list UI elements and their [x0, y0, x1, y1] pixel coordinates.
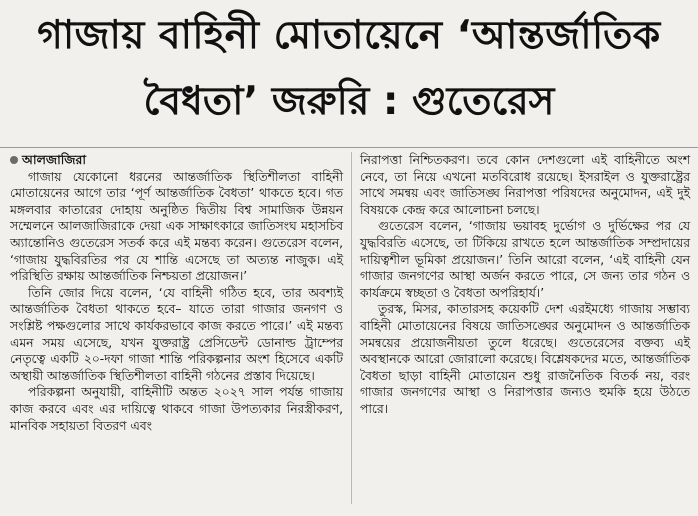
paragraph: পরিকল্পনা অনুযায়ী, বাহিনীটি অন্তত ২০২৭ সাল পর্যন্ত গাজায় কাজ করবে এবং এর দায়িত্বে থাকবে গাজা উপত্যকার নিরস্ত্রীকরণ, মানবিক সহায়তা বিতরণ এবং	[10, 385, 343, 433]
article-column-left	[10, 152, 343, 434]
paragraph: তিনি জোর দিয়ে বলেন, ‘যে বাহিনী গঠিত হবে, তার অবশ্যই আন্তর্জাতিক বৈধতা থাকতে হবে– যাতে তারা গাজার জনগণ ও সংশ্লিষ্ট পক্ষগুলোর সাথে কার্যকরভাবে কাজ করতে পারে।’ এই মন্তব্য এমন সময় এসেছে, যখন যুক্তরাষ্ট্র প্রেসিডেন্ট ডোনাল্ড ট্রাম্পের নেতৃত্বে একটি ২০-দফা গাজা শান্তি পরিকল্পনার অংশ হিসেবে একটি অস্থায়ী আন্তর্জাতিক স্থিতিশীলতা বাহিনী গঠনের প্রস্তাব দিয়েছে।	[10, 285, 343, 383]
headline-divider	[0, 147, 698, 148]
article-column-right	[360, 152, 690, 418]
column-divider	[351, 152, 352, 504]
byline-text: আলজাজিরা	[22, 152, 86, 167]
paragraph: গুতেরেস বলেন, ‘গাজায় ভয়াবহ দুর্ভোগ ও দুর্ভিক্ষের পর যে যুদ্ধবিরতি এসেছে, তা টিকিয়ে রাখতে হলে আন্তর্জাতিক সম্প্রদায়ের দায়িত্বশীল ভূমিকা প্রয়োজন।’ তিনি আরো বলেন, ‘এই বাহিনী যেন গাজার জনগণের আস্থা অর্জন করতে পারে, সে জন্য তার গঠন ও কার্যক্রমে স্বচ্ছতা ও বৈধতা অপরিহার্য।’	[360, 219, 690, 300]
paragraph: তুরস্ক, মিসর, কাতারসহ কয়েকটি দেশ এরইমধ্যে গাজায় সম্ভাব্য বাহিনী মোতায়েনের বিষয়ে জাতিসঙ্ঘের অনুমোদন ও আন্তর্জাতিক সমন্বয়ের প্রয়োজনীয়তা তুলে ধরেছে। গুতেরেসের বক্তব্য এই অবস্থানকে আরো জোরালো করেছে। বিশ্লেষকদের মতে, আন্তর্জাতিক বৈধতা ছাড়া বাহিনী মোতায়েন শুধু রাজনৈতিক বিতর্ক নয়, বরং গাজার জনগণের আস্থা ও নিরাপত্তার জন্যও হুমকি হয়ে উঠতে পারে।	[360, 302, 690, 416]
bullet-icon	[10, 156, 18, 164]
headline-line-2: বৈধতা’ জরুরি : গুতেরেস	[143, 79, 555, 124]
headline-line-1: গাজায় বাহিনী মোতায়েনে ‘আন্তর্জাতিক	[37, 13, 661, 58]
paragraph: গাজায় যেকোনো ধরনের আন্তর্জাতিক স্থিতিশীলতা বাহিনী মোতায়েনের আগে তার ‘পূর্ণ আন্তর্জাতিক বৈধতা’ থাকতে হবে। গত মঙ্গলবার কাতারের দোহায় অনুষ্ঠিত দ্বিতীয় বিশ্ব সামাজিক উন্নয়ন সম্মেলনে আলজাজিরাকে দেয়া এক সাক্ষাৎকারে জাতিসংঘ মহাসচিব অ্যান্তোনিও গুতেরেস সতর্ক করে এই মন্তব্য করেন। গুতেরেস বলেন, ‘গাজায় যুদ্ধবিরতির পর যে শান্তি এসেছে তা অত্যন্ত নাজুক। এই পরিস্থিতি রক্ষায় আন্তর্জাতিক নিশ্চয়তা প্রয়োজন।’	[10, 169, 343, 284]
byline	[10, 152, 343, 169]
paragraph: নিরাপত্তা নিশ্চিতকরণ। তবে কোন দেশগুলো এই বাহিনীতে অংশ নেবে, তা নিয়ে এখনো মতবিরোধ রয়েছে। ইসরাইল ও যুক্তরাষ্ট্রের সাথে সমন্বয় এবং জাতিসঙ্ঘ নিরাপত্তা পরিষদের অনুমোদন, এই দুই বিষয়কে কেন্দ্র করে আলোচনা চলছে।	[360, 153, 690, 217]
